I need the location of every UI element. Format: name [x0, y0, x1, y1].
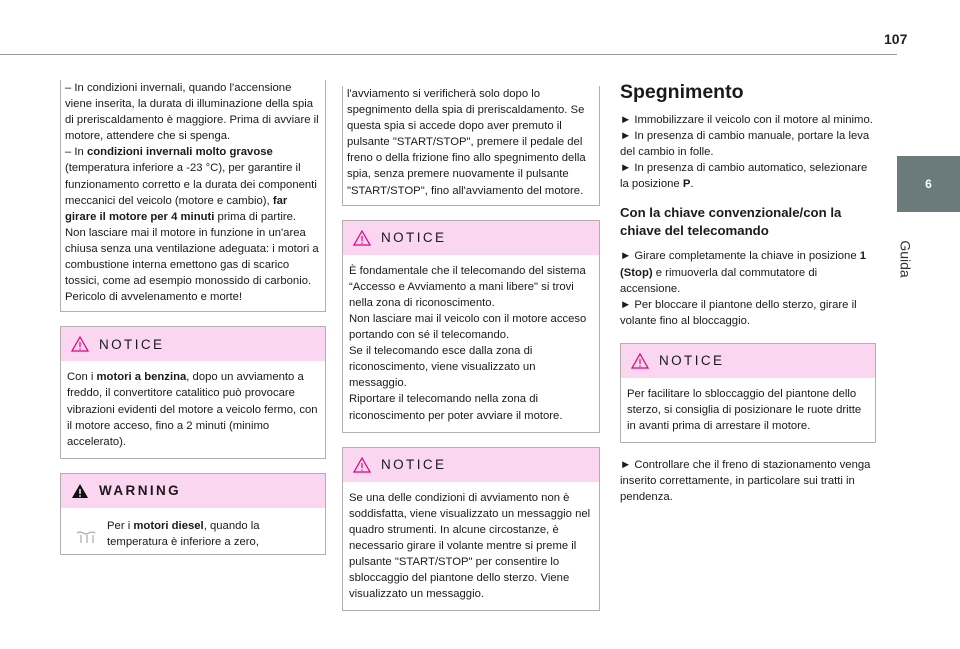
winter-conditions-text: – In condizioni invernali, quando l'accensione viene inserita, la durata di illuminazione della spia di preriscaldamento è maggiore. Prima di avviare il motore, attendere che si spenga. – In condizioni invernali molto gravose (temperatura inferiore a -23 °C), per garantire il funzionamento corretto e la durata dei componenti meccanici del veicolo (motore e cambio), far girare il motore per 4 minuti prima di partire. Non lasciare mai il motore in funzione in un'area chiusa senza una ventilazione adeguata: i motori a combustione interna emettono gas di scarico tossici, come ad esempio monossido di carbonio. Pericolo di avvelenamento e morte!	[65, 82, 319, 304]
notice-header-1	[343, 221, 599, 255]
chapter-title: Guida	[897, 240, 914, 278]
warning-header	[61, 474, 325, 508]
notice-header	[61, 327, 325, 361]
chapter-tab[interactable]	[897, 156, 960, 212]
notice-title: NOTICE	[99, 336, 165, 352]
notice-box	[60, 326, 326, 458]
warning-triangle-filled-icon	[71, 483, 89, 499]
notice-title-3: NOTICE	[659, 353, 725, 369]
column-2	[342, 86, 600, 611]
warning-box	[60, 473, 326, 555]
notice-text-2: Se una delle condizioni di avviamento non è soddisfatta, viene visualizzato un messaggio nel quadro strumenti. In alcune circostanze, è necessario girare il volante mentre si preme il pulsante "START/STOP" per consentire lo sbloccaggio del piantone dello sterzo. Viene visualizzato un messaggio.	[349, 491, 591, 601]
continued-frame	[342, 86, 600, 206]
notice-body-1	[343, 255, 599, 432]
notice-header-2	[343, 448, 599, 482]
page-number: 107	[884, 31, 908, 47]
notice-text: Con i motori a benzina, dopo un avviamento a freddo, il convertitore catalitico può provocare vibrazioni evidenti del motore a veicolo fermo, con il motore acceso, fino a 2 minuti (minimo accelerato).	[67, 371, 318, 448]
preheating-text: l'avviamento si verificherà solo dopo lo spegnimento della spia di preriscaldamento. Se questa spia si accede dopo aver premuto il pulsante "START/STOP", premere il pedale del freno o della frizione fino allo spegnimento della spia, senza premere nuovamente il pulsante "START/STOP", fino all'avviamento del motore.	[347, 88, 586, 197]
notice-box-2	[342, 447, 600, 612]
warning-triangle-icon	[353, 230, 371, 246]
notice-body-3	[621, 378, 875, 442]
chapter-number: 6	[925, 177, 932, 191]
warning-text: Per i motori diesel, quando la temperatura è inferiore a zero,	[107, 519, 260, 548]
notice-text-1: È fondamentale che il telecomando del sistema “Accesso e Avviamento a mani libere" si trovi nella zona di riconoscimento. Non lasciare mai il veicolo con il motore acceso portando con sé il telecomando. Se il telecomando esce dalla zona di riconoscimento, viene visualizzato un messaggio. Riportare il telecomando nella zona di riconoscimento per poter avviare il motore.	[349, 264, 587, 422]
subsection-heading: Con la chiave convenzionale/con la chiave del telecomando	[620, 205, 842, 239]
shutdown-steps: ► Immobilizzare il veicolo con il motore al minimo. ► In presenza di cambio manuale, portare la leva del cambio in folle. ► In presenza di cambio automatico, selezionare la posizione P.	[620, 114, 873, 191]
key-steps: ► Girare completamente la chiave in posizione 1 (Stop) e rimuoverla dal commutatore di accensione. ► Per bloccare il piantone dello sterzo, girare il volante fino al bloccaggio.	[620, 250, 867, 327]
notice-body	[61, 361, 325, 457]
parking-brake-text: ► Controllare che il freno di stazionamento venga inserito correttamente, in particolare sui tratti in pendenza.	[620, 459, 871, 504]
notice-box-1	[342, 220, 600, 433]
header-rule	[0, 54, 897, 55]
notice-box-3	[620, 343, 876, 443]
warning-triangle-icon	[631, 353, 649, 369]
warning-triangle-icon	[71, 336, 89, 352]
notice-header-3	[621, 344, 875, 378]
section-heading: Spegnimento	[620, 81, 744, 103]
warning-title: WARNING	[99, 483, 182, 499]
glow-plug-icon	[67, 518, 107, 550]
notice-title-2: NOTICE	[381, 457, 447, 473]
intro-frame	[60, 80, 326, 312]
warning-triangle-icon	[353, 457, 371, 473]
notice-title-1: NOTICE	[381, 230, 447, 246]
column-1	[60, 80, 326, 555]
notice-text-3: Per facilitare lo sbloccaggio del piantone dello sterzo, si consiglia di posizionare le ruote dritte in avanti prima di arrestare il motore.	[627, 387, 862, 433]
chapter-label	[886, 224, 926, 294]
notice-body-2	[343, 482, 599, 611]
warning-body	[61, 508, 325, 554]
column-3	[620, 80, 876, 506]
